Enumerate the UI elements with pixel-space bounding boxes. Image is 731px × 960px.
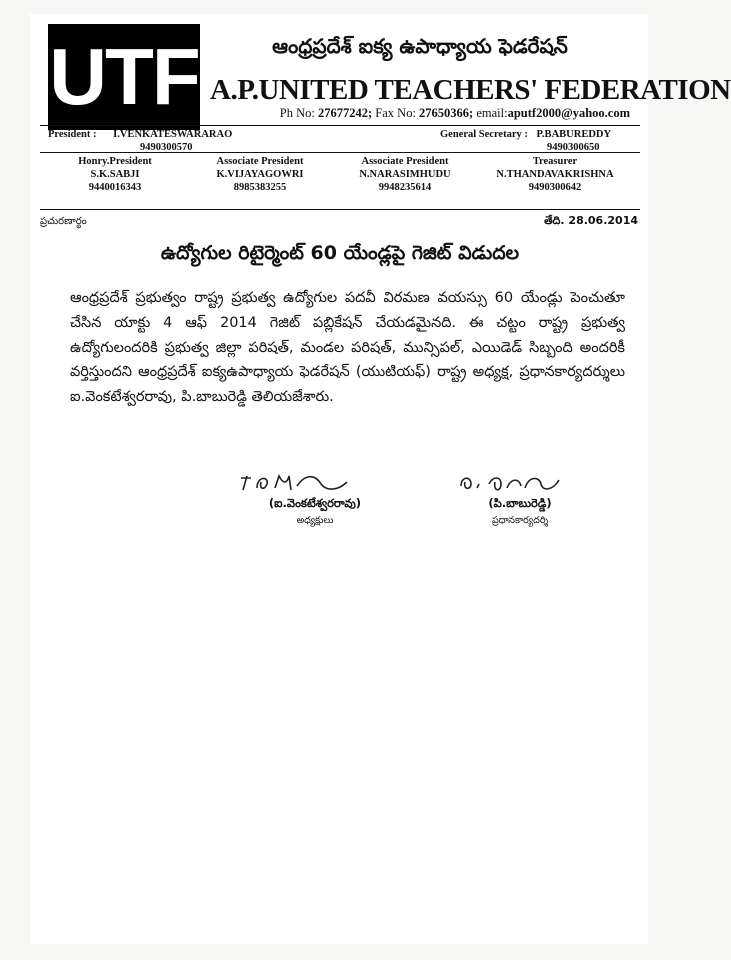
- officer-name: N.THANDAVAKRISHNA: [496, 169, 614, 180]
- general-secretary-block: [440, 129, 611, 153]
- president-name: I.VENKATESWARARAO: [113, 129, 233, 140]
- letter-page: [30, 14, 731, 944]
- officers-divider-bottom: [40, 209, 640, 210]
- signatory-name: (పి.బాబురెడ్డి): [488, 496, 552, 510]
- header-divider: [40, 125, 640, 126]
- fax-label: Fax No:: [375, 106, 416, 120]
- phone-number: 27677242;: [318, 106, 373, 120]
- press-release-heading: ఉద్యోగుల రిటైర్మెంట్ 60 యేండ్లపై గెజిట్ విడుదల: [160, 242, 520, 264]
- officer-title: Associate President: [361, 156, 449, 167]
- signatory-role: అధ్యక్షులు: [296, 515, 334, 526]
- signature-president: [235, 470, 395, 528]
- officer-phone: 9490300642: [528, 182, 582, 193]
- utf-logo: UTF: [48, 24, 200, 130]
- english-org-name: A.P.UNITED TEACHERS' FEDERATION: [210, 74, 731, 106]
- officer-phone: 9948235614: [378, 182, 432, 193]
- gensec-phone: 9490300650: [547, 142, 600, 153]
- signature-general-secretary: [455, 470, 585, 528]
- signature-scribble: [235, 470, 355, 496]
- email-address: aputf2000@yahoo.com: [507, 106, 630, 120]
- officer-associate-president-2: [335, 156, 475, 193]
- for-publication-label: ప్రచురణార్థం: [40, 216, 87, 227]
- signatory-name: (ఐ.వెంకటేశ్వరరావు): [268, 496, 362, 510]
- contact-line: [210, 106, 630, 121]
- officer-treasurer: [480, 156, 630, 193]
- officer-honry-president: [50, 156, 180, 193]
- officer-phone: 8985383255: [233, 182, 287, 193]
- email-label: email:: [476, 106, 508, 120]
- letter-date: తేది. 28.06.2014: [544, 214, 638, 227]
- gensec-label: General Secretary :: [440, 129, 528, 140]
- officer-title: Associate President: [216, 156, 304, 167]
- officers-divider-top: [40, 152, 640, 153]
- president-label: President :: [48, 129, 97, 140]
- signatory-role: ప్రధానకార్యదర్శి: [491, 515, 549, 526]
- press-release-body: ఆంధ్రప్రదేశ్ ప్రభుత్వం రాష్ట్ర ప్రభుత్వ ఉద్యోగుల పదవీ విరమణ వయస్సు 60 యేండ్లు పెంచుతూ చేసిన యాక్టు 4 ఆఫ్ 2014 గెజిట్ పబ్లికేషన్ చేయడమైనది. ఈ చట్టం రాష్ట్ర ప్రభుత్వ ఉద్యోగులందరికి ప్రభుత్వ జిల్లా పరిషత్, మండల పరిషత్, మున్సిపల్, ఎయిడెడ్ సిబ్బంది అందరికీ వర్తిస్తుందని ఆంధ్రప్రదేశ్ ఐక్యఉపాధ్యాయ ఫెడరేషన్ (యుటియఫ్) రాష్ట్ర అధ్యక్ష, ప్రధానకార్యదర్శులు ఐ.వెంకటేశ్వరరావు, పి.బాబురెడ్డి తెలియజేశారు.: [70, 290, 625, 406]
- officer-name: N.NARASIMHUDU: [359, 169, 451, 180]
- president-phone: 9490300570: [140, 142, 193, 153]
- officer-associate-president-1: [190, 156, 330, 193]
- officer-name: K.VIJAYAGOWRI: [216, 169, 304, 180]
- fax-number: 27650366;: [419, 106, 474, 120]
- officer-phone: 9440016343: [88, 182, 142, 193]
- president-block: [48, 129, 232, 153]
- officer-title: Honry.President: [78, 156, 152, 167]
- phone-label: Ph No:: [279, 106, 315, 120]
- signature-scribble: [455, 470, 565, 496]
- officer-title: Treasurer: [532, 156, 578, 167]
- gensec-name: P.BABUREDDY: [536, 129, 612, 140]
- officer-name: S.K.SABJI: [90, 169, 140, 180]
- telugu-org-name: ఆంధ్రప్రదేశ్ ఐక్య ఉపాధ్యాయ ఫెడరేషన్: [272, 34, 568, 58]
